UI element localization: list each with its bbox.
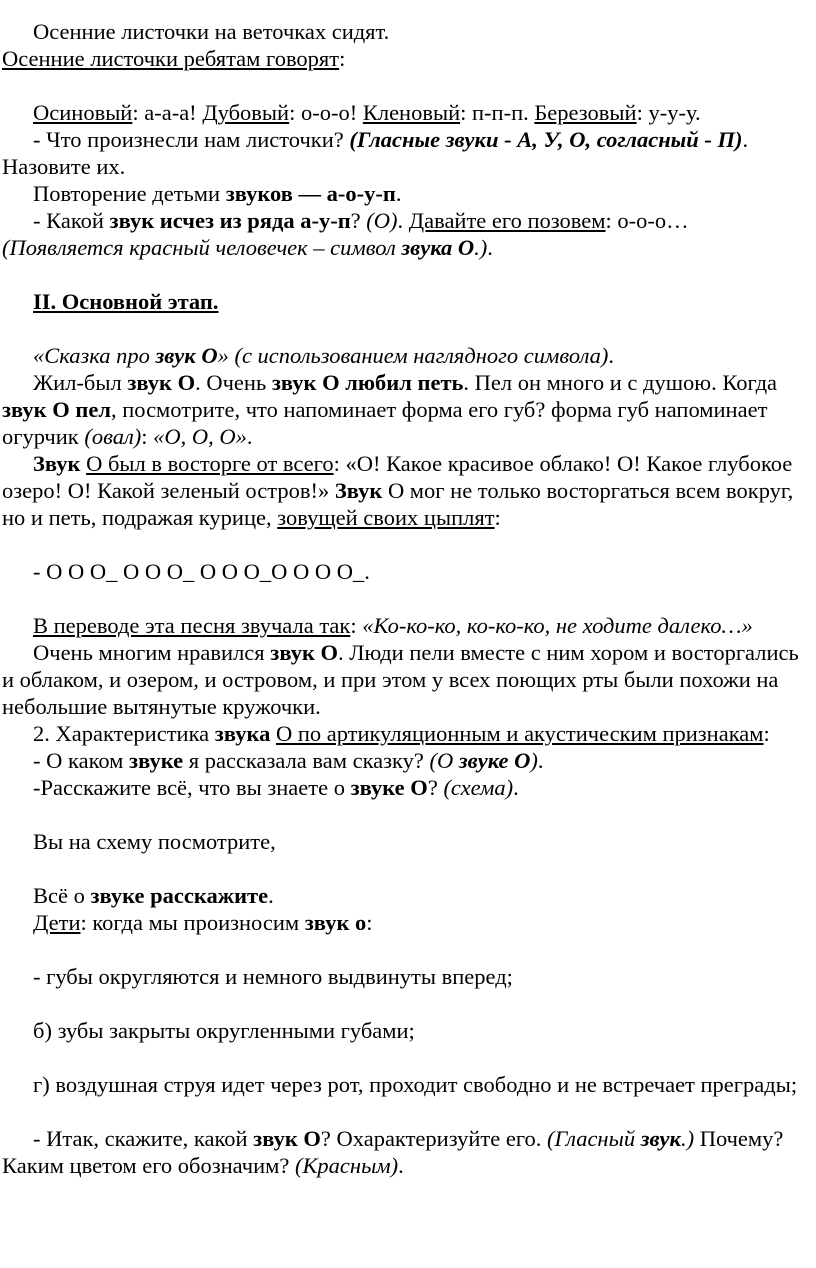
section-heading: II. Основной этап. xyxy=(33,289,219,314)
text-segment: . xyxy=(487,235,493,260)
italic-text: (О) xyxy=(366,208,398,233)
story-title-paragraph xyxy=(2,342,810,369)
question-line-1 xyxy=(2,747,810,774)
text-segment: - О каком xyxy=(33,748,130,773)
text-segment: . xyxy=(513,775,519,800)
underlined-text: Дубовый xyxy=(202,100,290,125)
text-segment: -Расскажите всё, что вы знаете о xyxy=(33,775,351,800)
italic-text: .) xyxy=(680,1126,695,1151)
text-segment: О мог не только восторгаться всем вокруг, но и петь, подражая курице, xyxy=(2,478,794,530)
text-segment: Очень многим нравился xyxy=(33,640,271,665)
text-segment: . xyxy=(246,424,253,449)
bold-text: звук О пел xyxy=(2,397,111,422)
text-segment: : когда мы произносим xyxy=(80,910,305,935)
italic-text: ) xyxy=(530,748,538,773)
leaves-sounds-paragraph xyxy=(2,99,810,126)
text-segment: - губы округляются и немного выдвинуты вперед; xyxy=(33,964,513,989)
underlined-text: О по артикуляционным и акустическим признакам xyxy=(275,721,764,746)
text-segment: : xyxy=(141,424,154,449)
text-segment: . Пел он много и с душою. Когда xyxy=(463,370,778,395)
story-paragraph-2 xyxy=(2,450,810,531)
text-segment: : п-п-п. xyxy=(460,100,535,125)
text-segment: : «О! Какое красивое облако! О! Какое глубокое озеро! О! Какой зеленый остров!» xyxy=(2,451,793,503)
text-segment: Всё о xyxy=(33,883,91,908)
text-segment: : xyxy=(339,46,346,71)
text-segment: я рассказала вам сказку? xyxy=(183,748,430,773)
bold-italic-text: (Гласные звуки - А, У, О, согласный - П) xyxy=(349,127,743,152)
text-segment: Почему? Каким цветом его обозначим? xyxy=(2,1126,784,1178)
poem-line-1 xyxy=(2,18,810,45)
italic-text: (схема) xyxy=(443,775,514,800)
characteristic-paragraph xyxy=(2,720,810,747)
text-segment: : у-у-у. xyxy=(636,100,701,125)
text-segment: . xyxy=(608,343,615,368)
list-item-air xyxy=(2,1071,810,1098)
underlined-text: Давайте его позовем xyxy=(408,208,606,233)
text-segment: , посмотрите, что напоминает форма его губ? форма губ напоминает огурчик xyxy=(2,397,768,449)
bold-text: звук О xyxy=(270,640,339,665)
bold-text: звук О xyxy=(127,370,196,395)
italic-text: (овал) xyxy=(84,424,142,449)
missing-sound-paragraph xyxy=(2,207,810,261)
text-segment: ? xyxy=(350,208,367,233)
text-segment: Повторение детьми xyxy=(33,181,226,206)
question-line-2 xyxy=(2,774,810,801)
bold-text: звук О xyxy=(253,1126,321,1151)
text-segment: . xyxy=(397,208,409,233)
italic-text: .) xyxy=(474,235,488,260)
bold-text: звуке расскажите xyxy=(90,883,269,908)
bold-text: Звук xyxy=(334,478,383,503)
underlined-text: Дети xyxy=(33,910,81,935)
verse-line-1 xyxy=(2,828,810,855)
text-segment: : о-о-о… xyxy=(605,208,689,233)
list-item-lips xyxy=(2,963,810,990)
poem-line-2 xyxy=(2,45,810,72)
underlined-text: Кленовый xyxy=(362,100,461,125)
text-segment: : xyxy=(366,910,373,935)
italic-text: «О, О, О» xyxy=(153,424,247,449)
question-paragraph xyxy=(2,126,810,180)
text-segment: - Какой xyxy=(33,208,110,233)
bold-text: звука xyxy=(214,721,271,746)
italic-text: » (с использованием наглядного символа) xyxy=(217,343,609,368)
text-segment: 2. Характеристика xyxy=(33,721,215,746)
text-segment: : xyxy=(763,721,770,746)
text-segment: . xyxy=(395,181,402,206)
translation-paragraph xyxy=(2,612,810,639)
text-segment: Вы на схему посмотрите, xyxy=(33,829,276,854)
text-segment: . xyxy=(268,883,274,908)
text-segment: : xyxy=(350,613,363,638)
text-segment: г) воздушная струя идет через рот, проходит свободно и не встречает преграды; xyxy=(33,1072,798,1097)
underlined-text: зовущей своих цыплят xyxy=(277,505,495,530)
italic-text: (Гласный xyxy=(547,1126,641,1151)
text-segment: : xyxy=(494,505,501,530)
text-segment: Жил-был xyxy=(33,370,128,395)
text-segment: : а-а-а! xyxy=(132,100,203,125)
text-segment: - Что произнесли нам листочки? xyxy=(33,127,350,152)
bold-italic-text: звук xyxy=(640,1126,681,1151)
underlined-text: Осенние листочки ребятам говорят xyxy=(2,46,340,71)
bold-text: звуков — а-о-у-п xyxy=(225,181,396,206)
text-segment: Осенние листочки на веточках сидят. xyxy=(33,19,390,44)
italic-text: (Появляется красный человечек – символ xyxy=(2,235,402,260)
text-segment: - О О О_ О О О_ О О О_О О О О_. xyxy=(33,559,370,584)
text-segment: . Очень xyxy=(195,370,272,395)
story-paragraph-1 xyxy=(2,369,810,450)
underlined-text: Осиновый xyxy=(33,100,133,125)
text-segment: . xyxy=(537,748,544,773)
bold-text: звук исчез из ряда а-у-п xyxy=(109,208,351,233)
bold-text: звук о xyxy=(304,910,367,935)
children-answer-line xyxy=(2,909,810,936)
story-paragraph-3 xyxy=(2,639,810,720)
text-segment: . Люди пели вместе с ним хором и восторгались и облаком, и озером, и островом, и при этом у всех поющих рты были похожи на небольшие вытянутые кружочки. xyxy=(2,640,799,719)
repeat-paragraph xyxy=(2,180,810,207)
italic-text: «Сказка про xyxy=(33,343,156,368)
bold-italic-text: звуке О xyxy=(458,748,531,773)
text-segment: - Итак, скажите, какой xyxy=(33,1126,254,1151)
list-item-teeth xyxy=(2,1017,810,1044)
text-segment: . Назовите их. xyxy=(2,127,749,179)
underlined-text: В переводе эта песня звучала так xyxy=(33,613,351,638)
italic-text: (Красным) xyxy=(294,1153,399,1178)
verse-line-2 xyxy=(2,882,810,909)
underlined-text: Березовый xyxy=(534,100,637,125)
text-segment: б) зубы закрыты округленными губами; xyxy=(33,1018,415,1043)
italic-text: (О xyxy=(429,748,459,773)
song-line xyxy=(2,558,810,585)
text-segment: ? xyxy=(427,775,444,800)
bold-italic-text: звука О xyxy=(401,235,475,260)
text-segment: ? Охарактеризуйте его. xyxy=(320,1126,548,1151)
conclusion-paragraph xyxy=(2,1125,810,1179)
text-segment: . xyxy=(398,1153,404,1178)
bold-italic-text: звук О xyxy=(155,343,218,368)
bold-text: звуке О xyxy=(350,775,428,800)
underlined-text: О был в восторге от всего xyxy=(86,451,334,476)
text-segment: : о-о-о! xyxy=(289,100,363,125)
bold-text: звуке xyxy=(129,748,184,773)
bold-text: звук О любил петь xyxy=(271,370,464,395)
italic-text: «Ко-ко-ко, ко-ко-ко, не ходите далеко…» xyxy=(362,613,753,638)
bold-text: Звук xyxy=(33,451,81,476)
